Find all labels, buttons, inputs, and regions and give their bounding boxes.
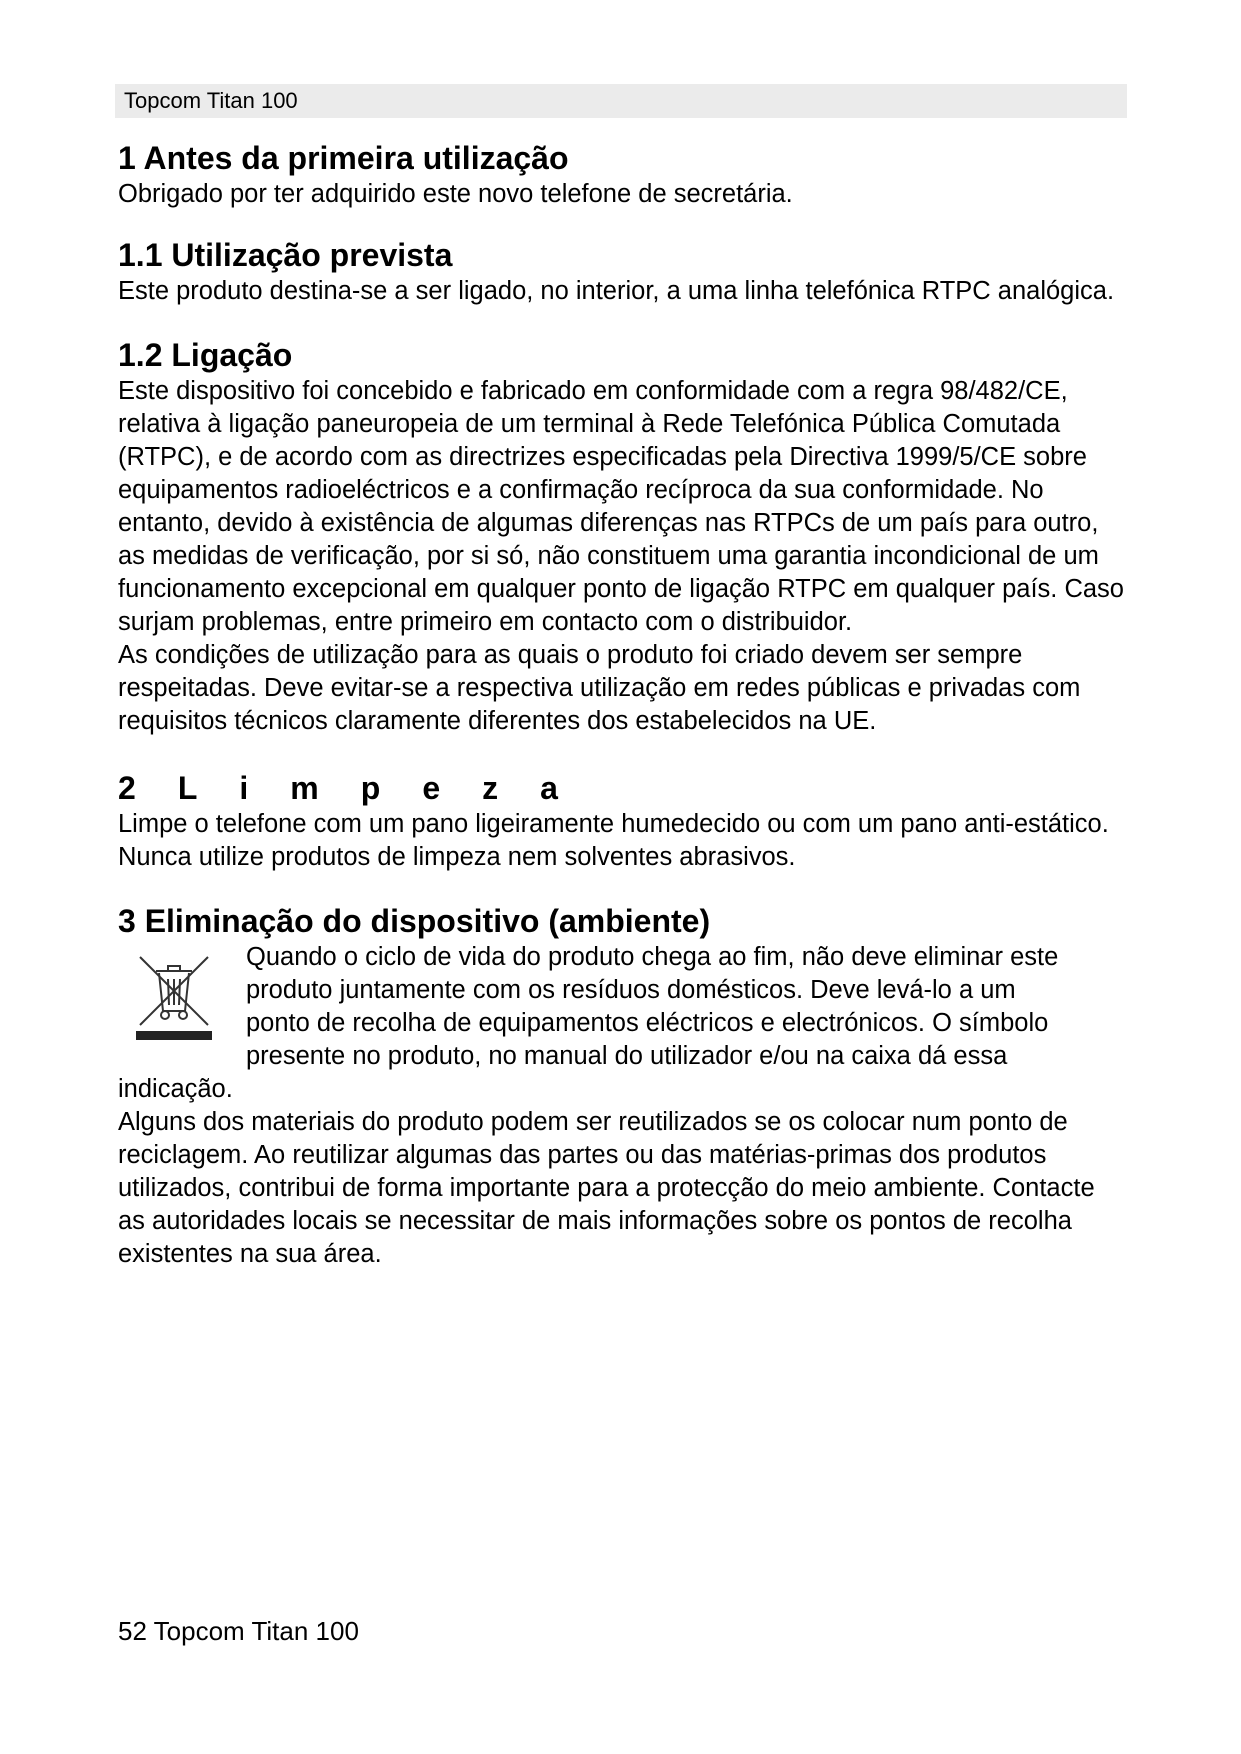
section-before-first-use	[118, 138, 1128, 211]
heading-char: p	[360, 770, 381, 806]
weee-text	[246, 941, 1128, 1073]
weee-block	[118, 941, 1128, 1106]
heading-char: z	[482, 770, 499, 806]
section-paragraph: Este produto destina-se a ser ligado, no interior, a uma linha telefónica RTPC analógica.	[118, 277, 1115, 305]
section-heading: 3 Eliminação do dispositivo (ambiente)	[118, 903, 711, 939]
text-line: presente no produto, no manual do utilizador e/ou na caixa dá essa	[246, 1042, 1008, 1070]
section-paragraph: As condições de utilização para as quais o produto foi criado devem ser sempre respeitadas. Deve evitar-se a respectiva utilização em redes públicas e privadas com requisitos técnicos claramente diferentes dos estabelecidos na UE.	[118, 641, 1081, 735]
section-heading: 1.2 Ligação	[118, 337, 293, 373]
section-heading: 1 Antes da primeira utilização	[118, 140, 569, 176]
section-disposal	[118, 901, 1128, 1271]
text-line: Quando o ciclo de vida do produto chega ao fim, não deve eliminar este	[246, 943, 1059, 971]
text-line: ponto de recolha de equipamentos eléctricos e electrónicos. O símbolo	[246, 1009, 1049, 1037]
section-cleaning	[118, 768, 1128, 874]
section-connection	[118, 335, 1128, 738]
header-title: Topcom Titan 100	[124, 88, 298, 113]
section-heading	[118, 768, 558, 808]
heading-char: m	[290, 770, 319, 806]
heading-char: 2	[118, 770, 136, 806]
section-paragraph: Obrigado por ter adquirido este novo telefone de secretária.	[118, 180, 793, 208]
section-paragraph: Limpe o telefone com um pano ligeiramente humedecido ou com um pano anti-estático. Nunca utilize produtos de limpeza nem solventes abrasivos.	[118, 810, 1109, 871]
section-paragraph: Este dispositivo foi concebido e fabricado em conformidade com a regra 98/482/CE, relativa à ligação paneuropeia de um terminal à Rede Telefónica Pública Comutada (RTPC), e de acordo com as directrizes especificadas pela Directiva 1999/5/CE sobre equipamentos radioeléctricos e a confirmação recíproca da sua conformidade. No entanto, devido à existência de algumas diferenças nas RTPCs de um país para outro, as medidas de verificação, por si só, não constituem uma garantia incondicional de um funcionamento excepcional em qualquer ponto de ligação RTPC em qualquer país. Caso surjam problemas, entre primeiro em contacto com o distribuidor.	[118, 377, 1124, 636]
heading-char: e	[422, 770, 441, 806]
text-line: indicação.	[118, 1075, 233, 1103]
crossed-out-bin-icon	[134, 949, 214, 1041]
section-heading: 1.1 Utilização prevista	[118, 237, 453, 273]
running-header	[115, 84, 1127, 118]
page-footer: 52 Topcom Titan 100	[118, 1616, 359, 1646]
heading-char: L	[177, 770, 198, 806]
heading-char: a	[540, 770, 558, 806]
text-line: produto juntamente com os resíduos domésticos. Deve levá-lo a um	[246, 976, 1016, 1004]
section-intended-use	[118, 235, 1128, 308]
heading-char: i	[239, 770, 249, 806]
section-paragraph: Alguns dos materiais do produto podem ser reutilizados se os colocar num ponto de reciclagem. Ao reutilizar algumas das partes ou das matérias-primas dos produtos utilizados, contribui de forma importante para a protecção do meio ambiente. Contacte as autoridades locais se necessitar de mais informações sobre os pontos de recolha existentes na sua área.	[118, 1108, 1095, 1268]
page-content	[118, 138, 1128, 1271]
